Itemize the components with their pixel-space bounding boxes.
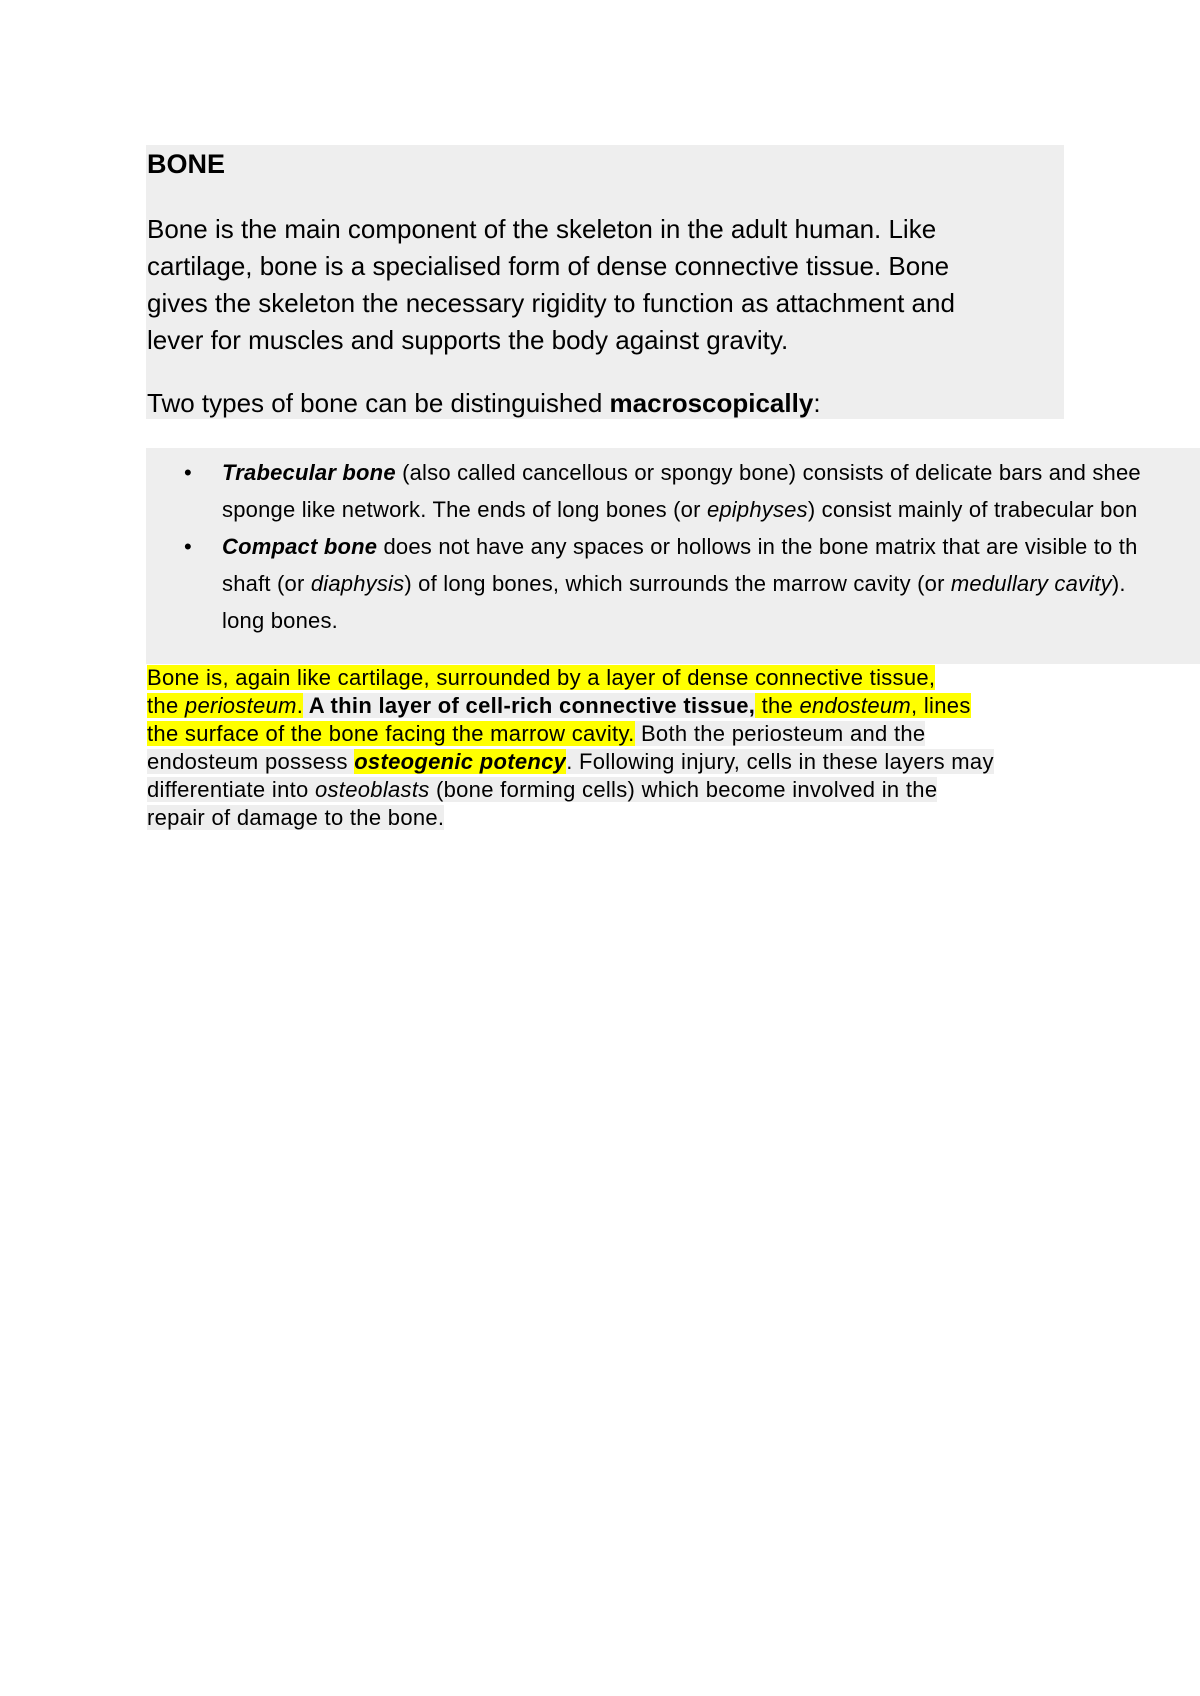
- para-line: [147, 720, 994, 748]
- highlighted-text: the: [755, 693, 800, 718]
- two-types-text: Two types of bone can be distinguished: [147, 388, 610, 418]
- highlighted-text: , lines: [911, 693, 971, 718]
- two-types-emphasis: macroscopically: [609, 388, 814, 418]
- list-text: ).: [1111, 571, 1126, 596]
- term-epiphyses: epiphyses: [706, 497, 808, 522]
- term-osteoblasts: osteoblasts: [314, 777, 430, 802]
- two-types-sentence: [147, 385, 821, 422]
- bold-definition: A thin layer of cell-rich connective tissue,: [303, 693, 756, 718]
- para-line: [147, 804, 994, 832]
- page-title: BONE: [147, 149, 226, 179]
- bone-types-list: [146, 454, 1141, 639]
- list-text: ) of long bones, which surrounds the marrow cavity (or: [404, 571, 951, 596]
- list-line: [222, 454, 1141, 491]
- term-compact: Compact bone: [222, 534, 378, 559]
- intro-paragraph: [147, 211, 1027, 359]
- two-types-colon: :: [813, 388, 821, 418]
- para-text: differentiate into: [147, 777, 315, 802]
- intro-line: Bone is the main component of the skeleton in the adult human. Like: [147, 214, 937, 244]
- para-text: repair of damage to the bone.: [147, 805, 445, 830]
- para-text: (bone forming cells) which become involved in the: [429, 777, 938, 802]
- list-text: does not have any spaces or hollows in the bone matrix that are visible to th: [377, 534, 1138, 559]
- intro-line: gives the skeleton the necessary rigidity to function as attachment and: [147, 288, 955, 318]
- para-text: Both the periosteum and the: [634, 721, 926, 746]
- intro-line: cartilage, bone is a specialised form of dense connective tissue. Bone: [147, 251, 950, 281]
- list-text: (also called cancellous or spongy bone) consists of delicate bars and shee: [395, 460, 1141, 485]
- term-medullary-cavity: medullary cavity: [950, 571, 1112, 596]
- list-item-trabecular: [146, 454, 1141, 528]
- list-text: shaft (or: [222, 571, 311, 596]
- term-periosteum: periosteum: [184, 693, 297, 718]
- term-endosteum: endosteum: [799, 693, 912, 718]
- periosteum-paragraph: [147, 664, 994, 832]
- term-osteogenic-potency: osteogenic potency: [354, 749, 567, 774]
- highlighted-text: the surface of the bone facing the marrow cavity.: [147, 721, 635, 746]
- term-trabecular: Trabecular bone: [222, 460, 396, 485]
- intro-line: lever for muscles and supports the body against gravity.: [147, 325, 789, 355]
- list-text: sponge like network. The ends of long bones (or: [222, 497, 707, 522]
- list-line: [222, 565, 1141, 602]
- highlighted-text: .: [296, 693, 304, 718]
- para-text: . Following injury, cells in these layers may: [566, 749, 994, 774]
- list-line: [222, 528, 1141, 565]
- para-line: [147, 664, 994, 692]
- list-text: ) consist mainly of trabecular bon: [807, 497, 1138, 522]
- bullet-icon: •: [184, 460, 192, 485]
- para-line: [147, 748, 994, 776]
- bullet-list-block: [146, 448, 1200, 664]
- highlighted-text: the: [147, 693, 185, 718]
- term-diaphysis: diaphysis: [310, 571, 405, 596]
- highlighted-text: Bone is, again like cartilage, surrounded by a layer of dense connective tissue,: [147, 665, 936, 690]
- list-item-compact: [146, 528, 1141, 639]
- bullet-icon: •: [184, 534, 192, 559]
- para-line: [147, 692, 994, 720]
- para-line: [147, 776, 994, 804]
- list-line: [222, 491, 1141, 528]
- para-text: endosteum possess: [147, 749, 355, 774]
- list-line: long bones.: [222, 608, 338, 633]
